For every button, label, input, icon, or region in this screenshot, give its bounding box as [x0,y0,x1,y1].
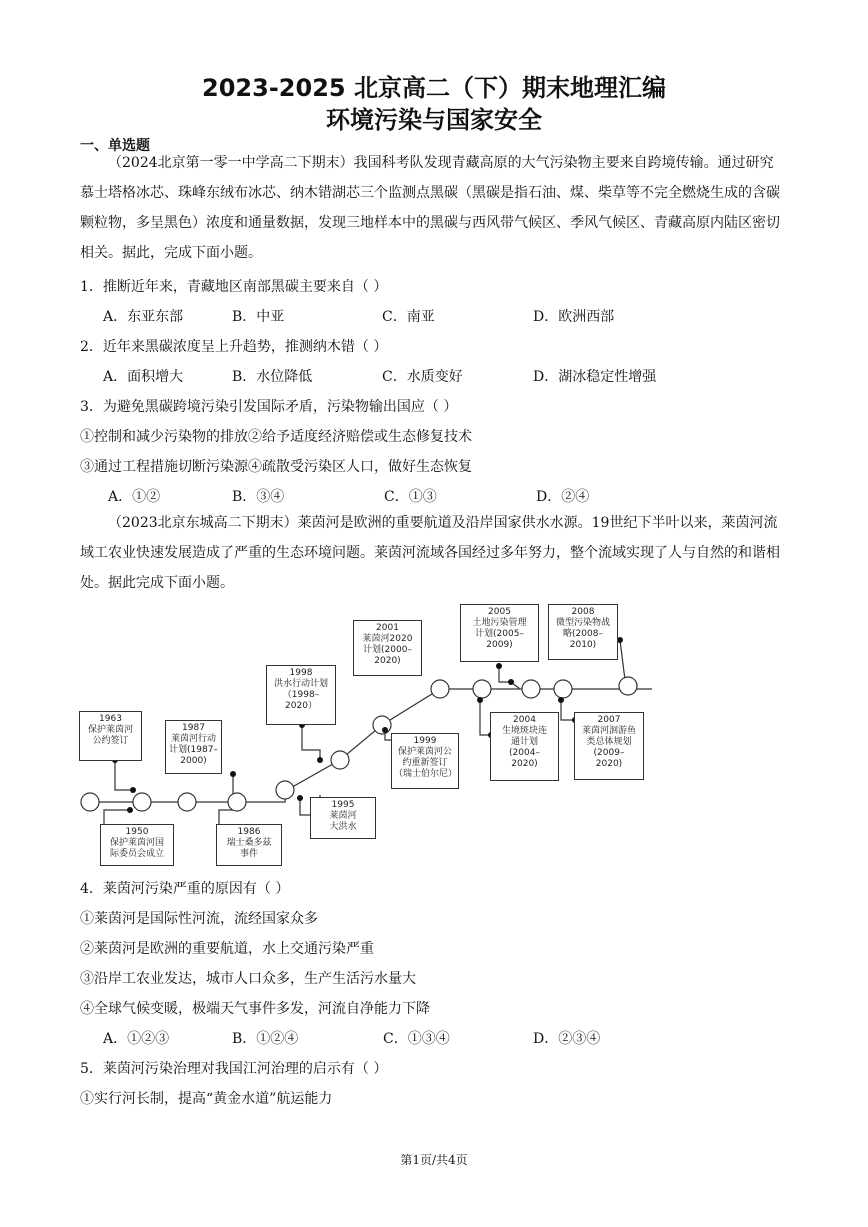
timeline-box-2008: 2008 微型污染物战 略(2008– 2010) [548,604,618,660]
passage-1: （2024北京第一零一中学高二下期末）我国科考队发现青藏高原的大气污染物主要来自跨境传输。通过研究慕士塔格冰芯、珠峰东绒布冰芯、纳木错湖芯三个监测点黑碳（黑碳是指石油、煤、柴草等不完全燃烧生成的含碳颗粒物，多呈黑色）浓度和通量数据，发现三地样本中的黑碳与西风带气候区、季风气候区、青藏高原内陆区密切相关。据此，完成下面小题。 [80,155,780,261]
q5-stem: 5．莱茵河污染治理对我国江河治理的启示有（ ） [80,1061,388,1077]
q1-option-b: B．中亚 [232,309,285,325]
q3-option-a: A．①② [108,489,161,505]
q4-option-c: C．①③④ [383,1031,450,1047]
timeline-box-2005: 2005 土地污染管理 计划(2005– 2009) [460,604,539,662]
passage-2: （2023北京东城高二下期末）莱茵河是欧洲的重要航道及沿岸国家供水水源。19世纪下半叶以来，莱茵河流域工农业快速发展造成了严重的生态环境问题。莱茵河流域各国经过多年努力，整个流域实现了人与自然的和谐相处。据此完成下面小题。 [80,515,780,591]
q1-option-c: C．南亚 [382,309,435,325]
section-heading: 一、单选题 [80,138,150,154]
timeline-box-1950: 1950 保护莱茵河国 际委员会成立 [100,824,174,866]
q3-stem: 3．为避免黑碳跨境污染引发国际矛盾，污染物输出国应（ ） [80,399,458,415]
timeline-box-2001: 2001 莱茵河2020 计划(2000– 2020) [353,620,422,676]
q4-item-2: ②莱茵河是欧洲的重要航道，水上交通污染严重 [80,941,374,957]
q4-option-d: D．②③④ [533,1031,601,1047]
timeline-box-1995: 1995 莱茵河 大洪水 [310,797,376,839]
timeline-box-1999: 1999 保护莱茵河公 约重新签订 （瑞士伯尔尼） [391,733,459,789]
q2-option-b: B．水位降低 [232,369,313,385]
q5-item-1: ①实行河长制，提高“黄金水道”航运能力 [80,1091,333,1107]
q4-stem: 4．莱茵河污染严重的原因有（ ） [80,881,290,897]
q1-option-d: D．欧洲西部 [533,309,615,325]
q1-stem: 1．推断近年来，青藏地区南部黑碳主要来自（ ） [80,279,388,295]
timeline-box-2004: 2004 生境斑块连 通计划 (2004– 2020) [490,712,559,781]
timeline-box-2007: 2007 莱茵河洄游鱼 类总体规划 (2009– 2020) [574,712,644,780]
q3-item-1: ①控制和减少污染物的排放②给予适度经济赔偿或生态修复技术 [80,429,472,445]
q4-item-4: ④全球气候变暖，极端天气事件多发，河流自净能力下降 [80,1001,430,1017]
timeline-box-1963: 1963 保护莱茵河 公约签订 [79,711,142,761]
q4-item-3: ③沿岸工农业发达，城市人口众多，生产生活污水量大 [80,971,416,987]
q3-option-d: D．②④ [536,489,590,505]
q2-stem: 2．近年来黑碳浓度呈上升趋势，推测纳木错（ ） [80,339,388,355]
q2-option-a: A．面积增大 [103,369,184,385]
q2-option-d: D．湖冰稳定性增强 [533,369,657,385]
page-title-line1: 2023-2025 北京高二（下）期末地理汇编 [202,74,666,102]
timeline-box-1998: 1998 洪水行动计划 （1998– 2020） [266,665,336,725]
q3-item-2: ③通过工程措施切断污染源④疏散受污染区人口，做好生态恢复 [80,459,472,475]
q4-item-1: ①莱茵河是国际性河流，流经国家众多 [80,911,318,927]
q3-option-c: C．①③ [384,489,437,505]
q3-option-b: B．③④ [232,489,285,505]
page-footer: 第1页/共4页 [400,1153,468,1167]
q1-option-a: A．东亚东部 [103,309,184,325]
timeline-box-1987: 1987 莱茵河行动 计划(1987– 2000) [165,720,222,774]
q4-option-a: A．①②③ [103,1031,170,1047]
q2-option-c: C．水质变好 [382,369,463,385]
page-title-line2: 环境污染与国家安全 [326,106,542,134]
q4-option-b: B．①②④ [232,1031,299,1047]
timeline-box-1986: 1986 瑞士桑多兹 事件 [216,824,282,866]
